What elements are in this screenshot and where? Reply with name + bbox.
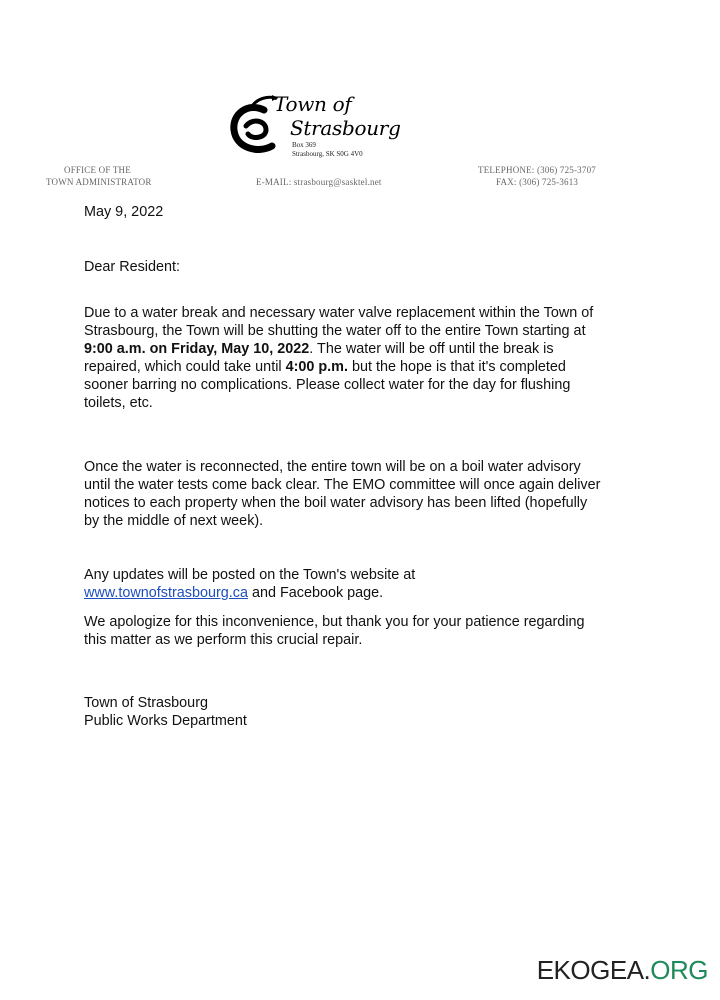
email-value[interactable]: strasbourg@sasktel.net bbox=[293, 177, 382, 187]
office-label-line1: OFFICE OF THE bbox=[64, 165, 131, 175]
telephone-line: TELEPHONE: (306) 725-3707 bbox=[478, 165, 596, 175]
paragraph-shutoff-notice bbox=[84, 304, 604, 412]
p1-start-time: 9:00 a.m. on Friday, May 10, 2022 bbox=[84, 341, 310, 357]
town-name-line2: Strasbourg bbox=[290, 116, 401, 140]
p3-text-a: Any updates will be posted on the Town's website at bbox=[84, 567, 416, 583]
watermark-part1: EKOGEA. bbox=[536, 955, 651, 985]
email-line bbox=[256, 177, 382, 187]
p1-text-c: . The water will be off until the break is repaired, which could take until bbox=[84, 341, 554, 375]
paragraph-boil-advisory: Once the water is reconnected, the entire town will be on a boil water advisory until the water tests come back clear. The EMO committee will once again deliver notices to each property when the boil water advisory has been lifted (hopefully by the middle of next week). bbox=[84, 459, 601, 529]
letter-salutation: Dear Resident: bbox=[84, 259, 180, 275]
p1-end-time: 4:00 p.m. bbox=[285, 359, 348, 375]
paragraph-apology: We apologize for this inconvenience, but thank you for your patience regarding this matter as we perform this crucial repair. bbox=[84, 614, 585, 648]
p1-text-a: Due to a water break and necessary water valve replacement within the Town of Strasbourg, the Town will be shutting the water off to the entire Town starting at bbox=[84, 305, 594, 339]
signature-line1: Town of Strasbourg bbox=[84, 695, 208, 711]
website-link[interactable]: www.townofstrasbourg.ca bbox=[84, 585, 248, 601]
town-name-line1: Town of bbox=[274, 92, 352, 116]
town-logo bbox=[228, 92, 438, 162]
email-label: E-MAIL: bbox=[256, 177, 292, 187]
po-box: Box 369 bbox=[292, 141, 316, 149]
mailing-address: Strasbourg, SK S0G 4V0 bbox=[292, 150, 363, 158]
watermark-part2: ORG bbox=[650, 955, 708, 985]
signature-line2: Public Works Department bbox=[84, 713, 247, 729]
letterhead bbox=[0, 0, 720, 200]
office-label-line2: TOWN ADMINISTRATOR bbox=[46, 177, 152, 187]
fax-line: FAX: (306) 725-3613 bbox=[496, 177, 579, 187]
letter-date: May 9, 2022 bbox=[84, 204, 164, 220]
signature-block bbox=[84, 694, 604, 730]
watermark bbox=[537, 955, 708, 986]
p1-text-e: but the hope is that it's completed sooner barring no complications. Please collect water for the day for flushing toilets, etc. bbox=[84, 359, 571, 411]
p3-text-b: and Facebook page. bbox=[247, 585, 384, 601]
paragraph-updates bbox=[84, 566, 604, 602]
